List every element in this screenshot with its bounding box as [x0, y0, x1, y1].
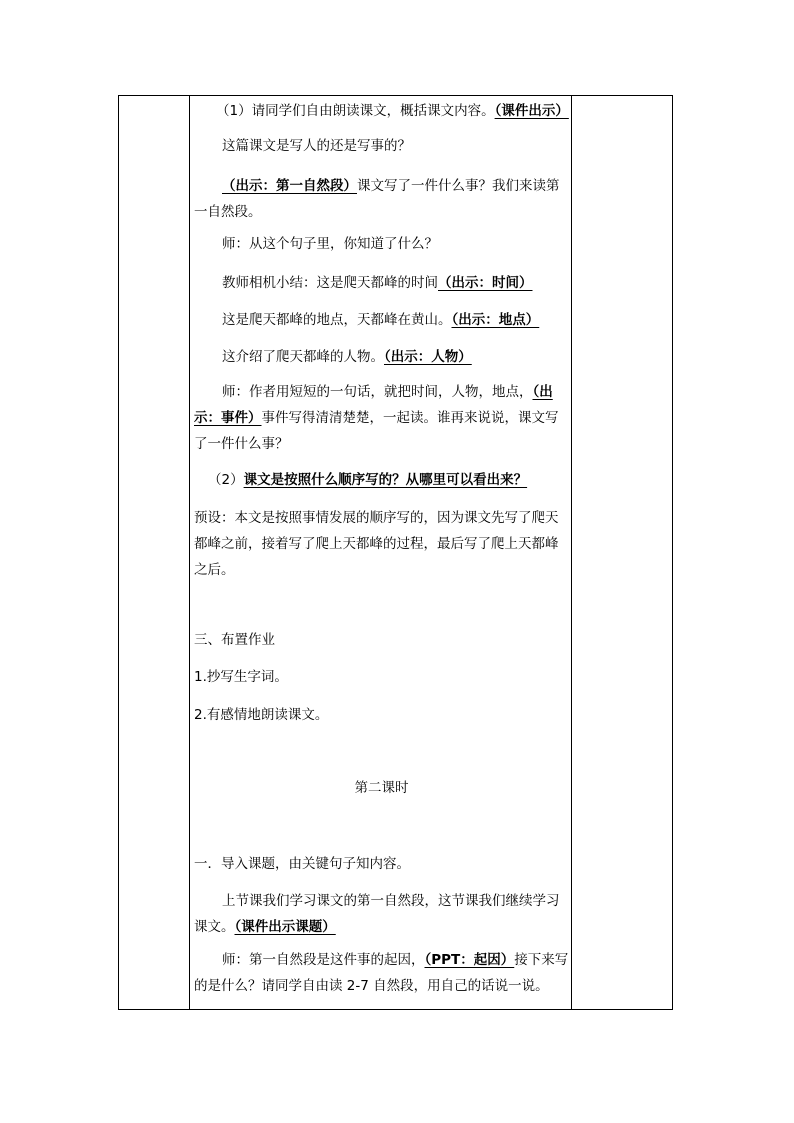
teacher-question: 师：从这个句子里，你知道了什么？	[222, 236, 438, 252]
intro-paragraph: 上节课我们学习课文的第一自然段，这节课我们继续学习课文。（课件出示课题）	[194, 893, 560, 935]
cause-paragraph: 师：第一自然段是这件事的起因，（PPT：起因）接下来写的是什么？请同学自由读 2-7 自然段，用自己的话说一说。	[194, 952, 569, 994]
lesson-table	[118, 95, 673, 1010]
summary-time: 教师相机小结：这是爬天都峰的时间（出示：时间）	[222, 275, 533, 291]
homework-item-2: 2.有感情地朗读课文。	[194, 707, 329, 723]
paragraph-1-prompt: （出示：第一自然段）课文写了一件什么事？我们来读第一自然段。	[194, 178, 560, 220]
section-homework-heading: 三、布置作业	[194, 632, 275, 648]
summary-people: 这介绍了爬天都峰的人物。（出示：人物）	[222, 349, 472, 365]
homework-item-1: 1.抄写生字词。	[194, 669, 288, 685]
section-intro-heading: 一．导入课题，由关键句子知内容。	[194, 856, 410, 872]
lesson-2-heading: 第二课时	[354, 780, 409, 796]
summary-event: 师：作者用短短的一句话，就把时间，人物，地点，（出示：事件）事件写得清清楚楚，一起读。谁再来说说，课文写了一件什么事？	[194, 384, 559, 452]
preset-answer: 预设：本文是按照事情发展的顺序写的，因为课文先写了爬天都峰之前，接着写了爬上天都峰的过程，最后写了爬上天都峰之后。	[194, 510, 559, 578]
question-text: 这篇课文是写人的还是写事的？	[222, 138, 411, 154]
step-2-text: （2）课文是按照什么顺序写的？从哪里可以看出来？	[208, 472, 528, 488]
column-divider-left	[189, 96, 190, 1009]
step-1-text: （1）请同学们自由朗读课文，概括课文内容。（课件出示）	[216, 103, 569, 119]
column-divider-right	[571, 96, 572, 1009]
summary-place: 这是爬天都峰的地点，天都峰在黄山。（出示：地点）	[222, 312, 540, 328]
